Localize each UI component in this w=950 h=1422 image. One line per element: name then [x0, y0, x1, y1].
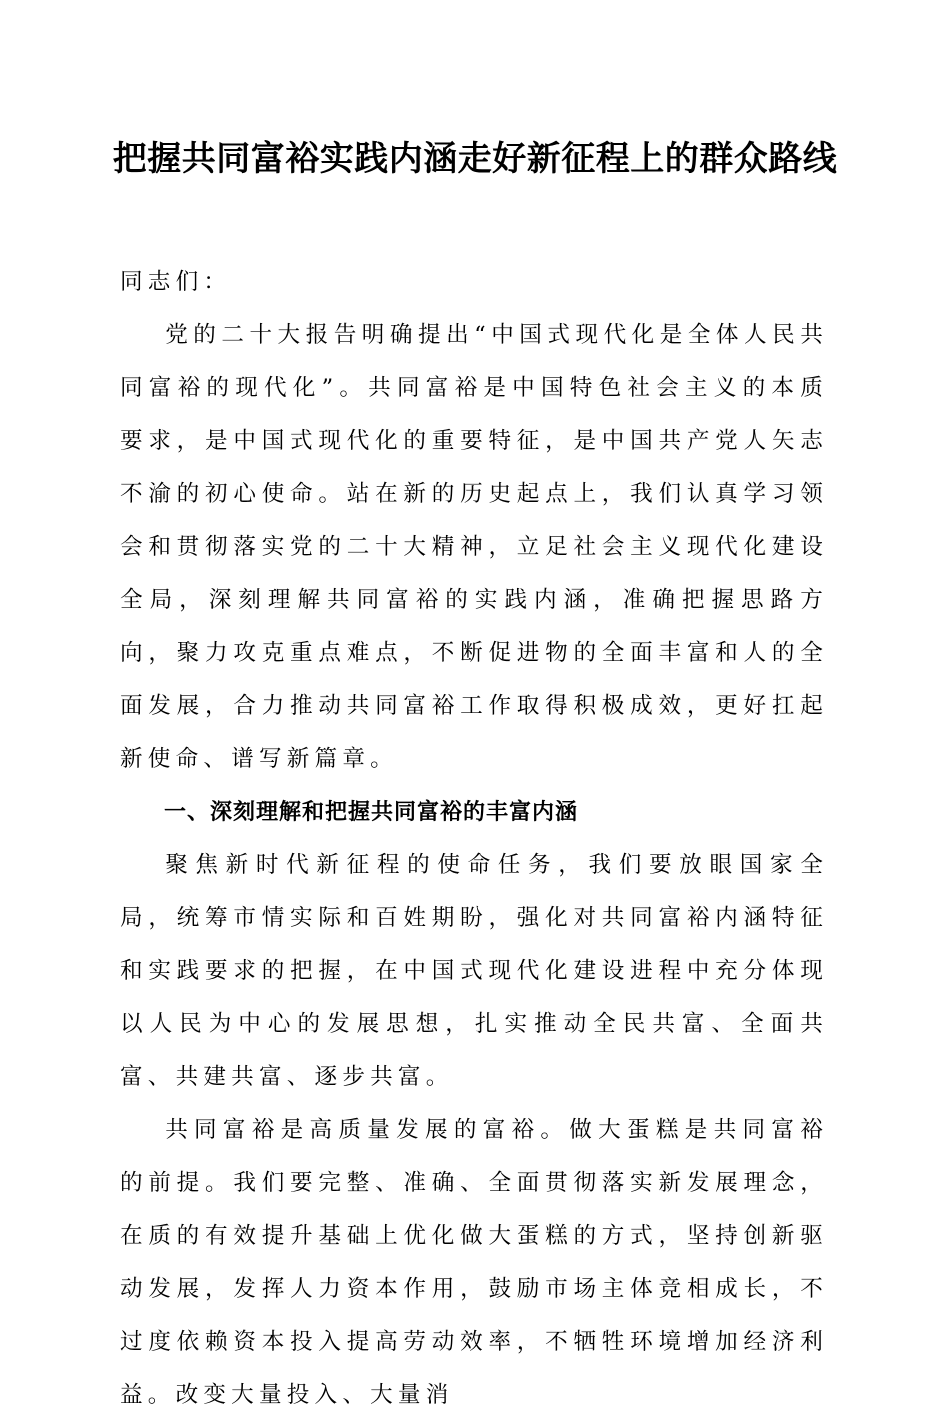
intro-paragraph: 党的二十大报告明确提出“中国式现代化是全体人民共同富裕的现代化”。共同富裕是中国特色社会主义的本质要求，是中国式现代化的重要特征，是中国共产党人矢志不渝的初心使命。站在新的历史起点上，我们认真学习领会和贯彻落实党的二十大精神，立足社会主义现代化建设全局，深刻理解共同富裕的实践内涵，准确把握思路方向，聚力攻克重点难点，不断促进物的全面丰富和人的全面发展，合力推动共同富裕工作取得积极成效，更好扛起新使命、谱写新篇章。	[120, 322, 828, 772]
document-body	[120, 256, 828, 1422]
document-title: 把握共同富裕实践内涵走好新征程上的群众路线	[112, 139, 838, 179]
salutation: 同志们：	[120, 269, 232, 295]
section-paragraph: 共同富裕是高质量发展的富裕。做大蛋糕是共同富裕的前提。我们要完整、准确、全面贯彻落实新发展理念，在质的有效提升基础上优化做大蛋糕的方式，坚持创新驱动发展，发挥人力资本作用，鼓励市场主体竞相成长，不过度依赖资本投入提高劳动效率，不牺牲环境增加经济利益。改变大量投入、大量消	[120, 1117, 828, 1408]
section-paragraph: 聚焦新时代新征程的使命任务，我们要放眼国家全局，统筹市情实际和百姓期盼，强化对共同富裕内涵特征和实践要求的把握，在中国式现代化建设进程中充分体现以人民为中心的发展思想，扎实推动全民共富、全面共富、共建共富、逐步共富。	[120, 852, 828, 1090]
section-heading: 一、深刻理解和把握共同富裕的丰富内涵	[164, 800, 579, 825]
